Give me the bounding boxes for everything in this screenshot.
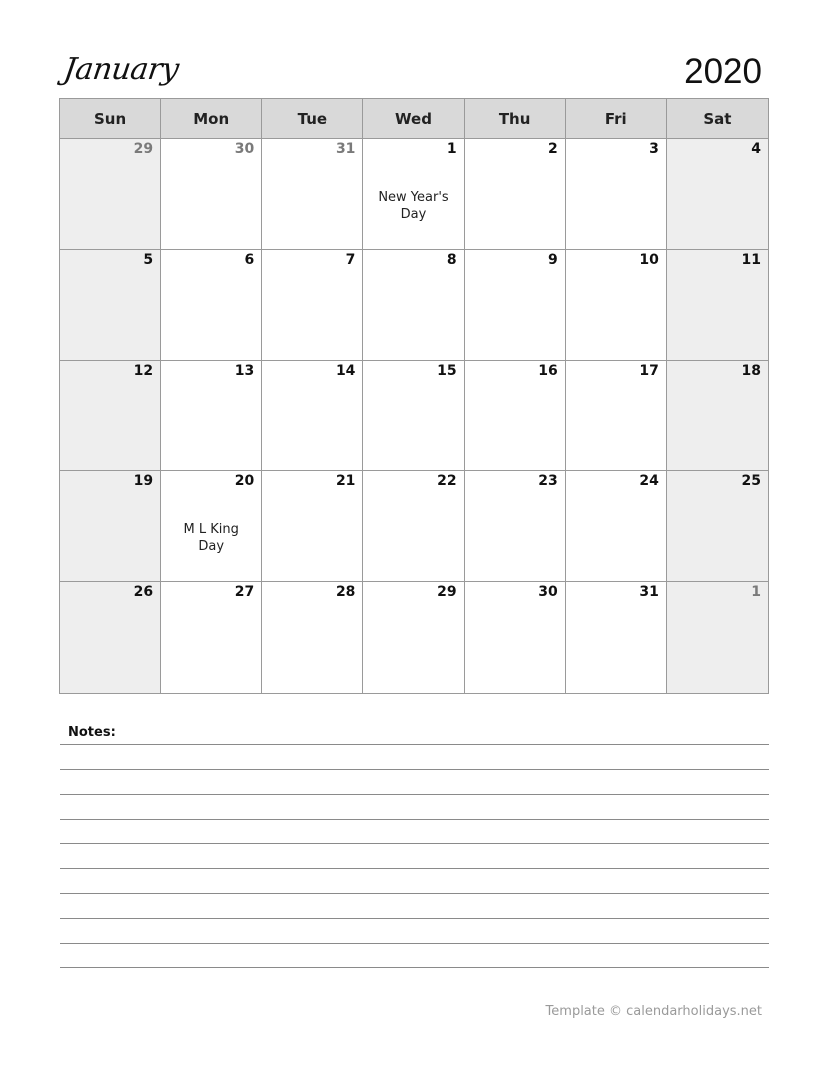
weekday-header-fri: Fri [566, 99, 667, 139]
day-number: 1 [446, 141, 457, 157]
note-line [60, 769, 769, 770]
day-number: 19 [133, 473, 154, 490]
note-line [60, 843, 769, 844]
day-cell [262, 582, 363, 693]
note-line [60, 744, 769, 745]
day-number: 5 [143, 251, 154, 268]
day-cell [161, 139, 262, 250]
day-number: 21 [335, 473, 356, 490]
footer-credit: Template © calendarholidays.net [545, 1004, 762, 1019]
day-cell [60, 139, 161, 250]
day-cell [161, 471, 262, 582]
day-number: 6 [244, 251, 255, 268]
day-cell [566, 582, 667, 693]
day-number: 8 [446, 251, 457, 268]
day-cell [161, 361, 262, 472]
day-cell [60, 471, 161, 582]
day-number: 1 [751, 584, 761, 601]
day-number: 31 [639, 584, 659, 601]
day-cell [566, 139, 667, 250]
day-cell [60, 361, 161, 472]
day-number: 20 [234, 473, 255, 490]
note-line [60, 819, 769, 820]
note-line [60, 967, 769, 968]
day-number: 23 [538, 473, 558, 490]
day-cell [262, 361, 363, 472]
holiday-label: M L King Day [183, 522, 239, 555]
day-number: 13 [234, 362, 255, 379]
day-cell [363, 582, 464, 693]
weekday-header-sat: Sat [667, 99, 768, 139]
day-cell [363, 139, 464, 250]
day-number: 25 [741, 473, 761, 490]
day-number: 24 [639, 473, 659, 490]
day-number: 9 [547, 251, 558, 268]
month-title: January [61, 52, 181, 87]
day-number: 29 [437, 584, 457, 601]
weekday-header-thu: Thu [465, 99, 566, 139]
day-cell [465, 471, 566, 582]
weekday-header-mon: Mon [161, 99, 262, 139]
day-number: 29 [133, 141, 154, 157]
day-cell [161, 250, 262, 361]
holiday-label: New Year's Day [378, 190, 449, 222]
day-cell [667, 361, 768, 472]
day-number: 17 [639, 362, 659, 379]
day-number: 15 [437, 362, 457, 379]
day-cell [465, 361, 566, 472]
weekday-header-tue: Tue [262, 99, 363, 139]
day-cell [566, 250, 667, 361]
day-cell [667, 139, 768, 250]
day-cell [465, 250, 566, 361]
day-cell [60, 250, 161, 361]
day-number: 3 [649, 141, 659, 157]
day-number: 10 [639, 251, 659, 268]
year-title: 2020 [684, 52, 762, 91]
day-cell [465, 139, 566, 250]
note-line [60, 868, 769, 869]
day-number: 4 [751, 141, 761, 157]
day-number: 28 [335, 584, 356, 601]
notes-label: Notes: [68, 725, 116, 740]
day-number: 18 [741, 362, 761, 379]
day-number: 14 [335, 362, 356, 379]
day-number: 2 [547, 141, 558, 157]
day-cell [363, 471, 464, 582]
day-cell [262, 139, 363, 250]
note-line [60, 918, 769, 919]
day-number: 31 [335, 141, 356, 157]
note-line [60, 794, 769, 795]
day-cell [667, 250, 768, 361]
day-number: 11 [741, 251, 761, 268]
day-cell [262, 250, 363, 361]
note-line [60, 893, 769, 894]
day-cell [667, 471, 768, 582]
day-number: 30 [234, 141, 255, 157]
day-cell [566, 361, 667, 472]
day-cell [262, 471, 363, 582]
day-number: 16 [538, 362, 558, 379]
day-number: 7 [345, 251, 356, 268]
day-number: 27 [234, 584, 255, 601]
day-number: 30 [538, 584, 558, 601]
day-cell [60, 582, 161, 693]
day-number: 22 [437, 473, 457, 490]
day-cell [363, 250, 464, 361]
day-cell [161, 582, 262, 693]
day-number: 12 [133, 362, 154, 379]
day-cell [363, 361, 464, 472]
day-cell [566, 471, 667, 582]
weekday-header-sun: Sun [60, 99, 161, 139]
calendar-grid [59, 98, 769, 694]
day-cell [667, 582, 768, 693]
day-cell [465, 582, 566, 693]
note-line [60, 943, 769, 944]
weekday-header-wed: Wed [363, 99, 464, 139]
day-number: 26 [133, 584, 154, 601]
